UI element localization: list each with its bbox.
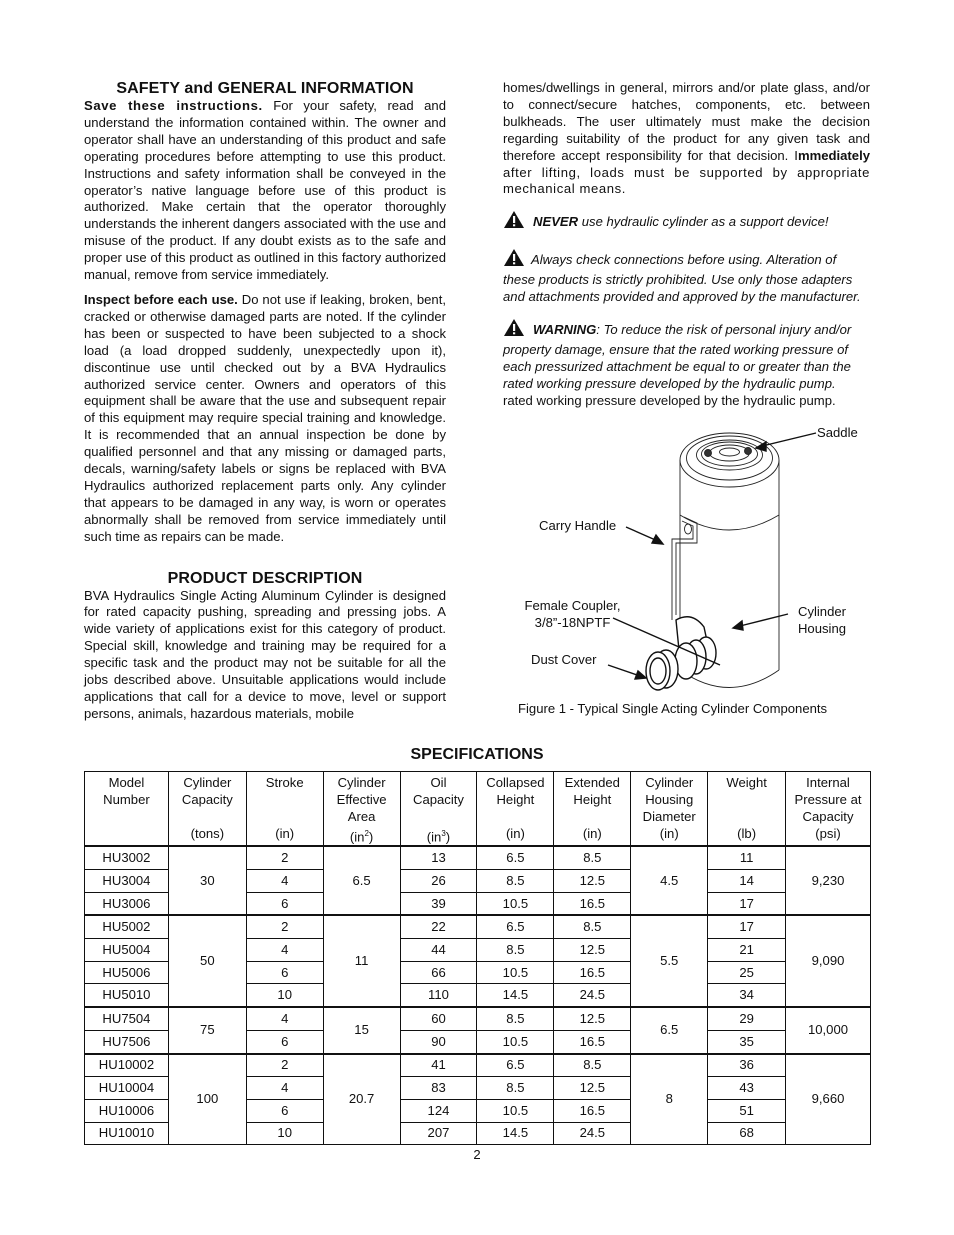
header-stroke: Stroke (in) (246, 772, 323, 847)
warning-pressure: WARNING: To reduce the risk of personal injury and/or property damage, ensure that the rated working pressure of each pressurized attachment be equal to or greater than the rated working pressure developed by the hydraulic pump. (503, 318, 870, 393)
table-row: HU10002 100 2 20.7 41 6.5 8.5 8 36 9,660 (85, 1054, 871, 1077)
safety-heading: SAFETY and GENERAL INFORMATION (116, 80, 414, 97)
table-row: HU10004 4 83 8.5 12.5 43 (85, 1077, 871, 1100)
figure-caption: Figure 1 - Typical Single Acting Cylinder Components (518, 701, 828, 716)
specifications-title: SPECIFICATIONS (410, 746, 544, 763)
safety-lead: Save these instructions. (84, 98, 263, 113)
warning-triangle-icon (503, 318, 525, 342)
table-row: HU10006 6 124 10.5 16.5 51 (85, 1099, 871, 1122)
repeated-line: rated working pressure developed by the hydraulic pump. (503, 392, 836, 408)
product-description-paragraph: BVA Hydraulics Single Acting Aluminum Cylinder is designed for rated capacity pushing, spreading and pressing jobs. A wide variety of applications exist for this category of product. Special skill, knowledge and training may be required for a specific task and the product may not be suitable for all the jobs described above. Unsuitable applications would include applications that call for a device to move, level or support persons, animals, hazardous materials, mobile (84, 587, 446, 721)
header-extended-height: Extended Height (in) (554, 772, 631, 847)
table-row: HU5002 50 2 11 22 6.5 8.5 5.5 17 9,090 (85, 915, 871, 938)
warning-never: NEVER use hydraulic cylinder as a support device! (503, 210, 870, 234)
continued-paragraph: homes/dwellings in general, mirrors and/or plate glass, and/or to connect/secure hatches, components, etc. between bulkheads. The user ultimately must make the decision regarding suitability of the product for any given task and therefore accept responsibility for that decision. Immediately after lifting, loads must be supported by appropriate mechanical means. (503, 80, 870, 197)
left-column (84, 80, 446, 723)
header-collapsed-height: Collapsed Height (in) (477, 772, 554, 847)
specifications-table (84, 771, 871, 1145)
header-weight: Weight (lb) (708, 772, 786, 847)
header-effective-area: Cylinder Effective Area $(in^2)$ (323, 772, 400, 847)
table-row: HU5006 6 66 10.5 16.5 25 (85, 961, 871, 984)
warning-connections: Always check connections before using. Alteration of these products is strictly prohibited. Use only those adapters and attachments provided and approved by the manufacturer. (503, 248, 870, 306)
inspect-paragraph: Inspect before each use. Do not use if leaking, broken, bent, cracked or otherwise damaged parts are noted. If the cylinder has been or suspected to have been subjected to a shock load (a load dropped suddenly, unexpectedly upon it), discontinue use until checked out by a BVA Hydraulics authorized service center. Owners and operators of this equipment shall be aware that the use and subsequent repair of this equipment may require special training and knowledge. It is recommended that an annual inspection be done by qualified personnel and that any missing or damaged parts, decals, warning/safety labels or signs be replaced with BVA Hydraulics authorized replacement parts only. Any cylinder that appears to be damaged in any way, is worn or operates abnormally shall be removed from service immediately until such time as repairs can be made. (84, 291, 446, 544)
warning-triangle-icon (503, 210, 525, 234)
label-female-coupler: Female Coupler, 3/8”-18NPTF (524, 598, 621, 630)
header-model-number: Model Number (85, 772, 169, 847)
table-row: HU3006 6 39 10.5 16.5 17 (85, 892, 871, 915)
header-internal-pressure: Internal Pressure at Capacity (psi) (786, 772, 871, 847)
table-header-row (85, 772, 871, 847)
header-housing-diameter: Cylinder Housing Diameter (in) (631, 772, 708, 847)
label-carry-handle: Carry Handle (539, 518, 617, 533)
table-row: HU7504 75 4 15 60 8.5 12.5 6.5 29 10,000 (85, 1007, 871, 1030)
inspect-lead: Inspect before each use. (84, 291, 238, 307)
table-row: HU7506 6 90 10.5 16.5 35 (85, 1030, 871, 1053)
table-row: HU3002 30 2 6.5 13 6.5 8.5 4.5 11 9,230 (85, 846, 871, 869)
label-cylinder-housing: Cylinder Housing (797, 604, 847, 636)
safety-paragraph-1: Save these instructions. For your safety, read and understand the information contained within. The owner and operator shall have an understanding of this product and safe operating procedures before attempting to use this product. Instructions and safety information shall be conveyed in the operator’s native language before use of this product is authorized. Make certain that the operator thoroughly understands the inherent dangers associated with the use and misuse of the product. If any doubt exists as to the safe and proper use of this product as outlined in this factory authorized manual, remove from service immediately. (84, 98, 446, 283)
header-cylinder-capacity: Cylinder Capacity (tons) (168, 772, 246, 847)
label-dust-cover: Dust Cover (531, 652, 597, 667)
page-number: 2 (473, 1147, 481, 1162)
table-row: HU5010 10 110 14.5 24.5 34 (85, 984, 871, 1007)
product-description-heading: PRODUCT DESCRIPTION (167, 569, 363, 587)
header-oil-capacity: Oil Capacity $(in^3)$ (400, 772, 477, 847)
label-saddle: Saddle (817, 425, 858, 440)
right-column (503, 80, 870, 410)
table-row: HU3004 4 26 8.5 12.5 14 (85, 870, 871, 893)
table-row: HU5004 4 44 8.5 12.5 21 (85, 939, 871, 962)
cylinder-figure (500, 415, 880, 705)
table-row: HU10010 10 207 14.5 24.5 68 (85, 1122, 871, 1145)
warning-triangle-icon (503, 248, 525, 272)
